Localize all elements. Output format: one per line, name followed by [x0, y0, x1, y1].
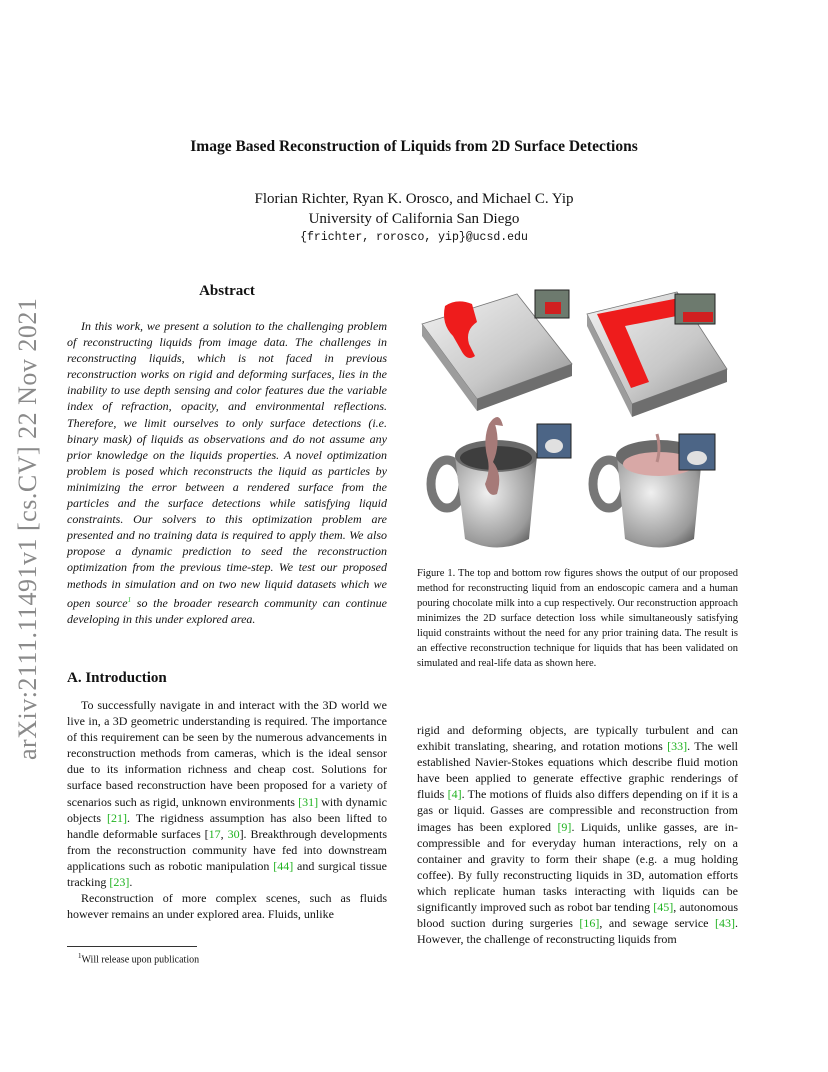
footnote-ref[interactable]: 1 [127, 595, 132, 604]
footnote-rule [67, 946, 197, 947]
abstract-body [67, 318, 387, 627]
intro-right-column [417, 722, 738, 947]
footnote-mark: 1 [78, 952, 82, 960]
section-heading: A. Introduction [67, 670, 167, 686]
footnote [78, 952, 199, 965]
citation[interactable]: [45] [653, 900, 674, 915]
arxiv-watermark: arXiv:2111.11491v1 [cs.CV] 22 Nov 2021 [13, 297, 42, 760]
citation[interactable]: [44] [273, 858, 294, 873]
author-block [0, 189, 828, 229]
citation[interactable]: [43] [715, 916, 735, 931]
figure-1 [417, 284, 738, 564]
citation[interactable]: [16] [579, 916, 600, 931]
figure-1-illustration [417, 284, 738, 564]
authors: Florian Richter, Ryan K. Orosco, and Michael C. Yip [254, 191, 574, 207]
abstract-text-1: In this work, we present a solution to the challenging problem of reconstructing liquids from image data. The challenges in reconstructing liquids, which is not faced in previous reconstruction works on rigid and deforming surfaces, lies in the inability to use depth sensing and color features due the variable index of refraction, opacity, and environmental reflections. Therefore, we limit ourselves to only surface detections (i.e. binary mask) of liquids as observations and do not assume any prior knowledge on the liquids properties. A novel optimization problem is posed which reconstructs the liquid as particles by minimizing the error between a rendered surface from the particles and the surface detections while satisfying liquid constraints. Our solvers to this optimization problem are presented and no training data is required to apply them. We also propose a dynamic prediction to seed the reconstruction optimization from the previous time-step. We test our proposed methods in simulation and on two new liquid datasets which we open source [67, 319, 387, 610]
figure-caption: Figure 1. The top and bottom row figures shows the output of our proposed method for reconstructing liquid from an endoscopic camera and a human pouring chocolate milk into a cup respectively. Our reconstruction approach minimizes the 2D surface detection loss while simultaneously satisfying liquid constraints without the need for any prior training data. The result is an effective reconstruction technique for liquids that has been validated on simulated and real-life data as shown here. [417, 568, 738, 669]
mug-left [431, 417, 537, 548]
footnote-text: Will release upon publication [81, 954, 200, 966]
email: {frichter, rorosco, yip}@ucsd.edu [300, 231, 528, 244]
citation[interactable]: [21] [106, 810, 127, 825]
abstract-heading: Abstract [199, 283, 255, 299]
affiliation: University of California San Diego [308, 211, 520, 227]
citation[interactable]: [33] [667, 739, 688, 754]
citation[interactable]: [9] [557, 819, 572, 834]
citation[interactable]: [4] [447, 787, 462, 802]
abstract-text-2: so the broader research community can continue developing in this under explored area. [67, 595, 388, 626]
citation[interactable]: 30 [227, 826, 240, 841]
paper-title: Image Based Reconstruction of Liquids from 2D Surface Detections [190, 138, 638, 155]
intro-right-paragraph: rigid and deforming objects, are typically turbulent and can exhibit translating, shearing, and rotation motions [33]. The well established Navier-Stokes equations which describe fluid motion have been applied to generate effective graphic renderings of fluids [4]. The motions of fluids also differs depending on if it is a gas or liquid. Gasses are compressible and reconstruction from images has been explored [9]. Liquids, unlike gasses, are in-compressible and for everyday human interactions, rely on a container and gravity to form their shape (e.g. a mug holding coffee). By fully reconstructing liquids in 3D, automation efforts which replicate human tasks interacting with liquids can be significantly improved such as robot bar tending [45], autonomous blood suction during surgeries [16], and sewage service [43]. However, the challenge of reconstructing liquids from [417, 723, 738, 947]
intro-left-column [67, 697, 387, 922]
citation[interactable]: [31] [298, 794, 319, 809]
citation[interactable]: 17 [208, 826, 221, 841]
intro-paragraph-1: To successfully navigate in and interact with the 3D world we live in, a 3D geometric understanding is required. The importance of this requirement can be seen by the numerous advancements in reconstruction methods from cameras, which is the ideal sensor due to its information richness and cheap cost. Solutions for surface based reconstruction have been proposed for a variety of scenarios such as rigid, unknown environments [31] with dynamic objects [21]. The rigidness assumption has also been lifted to handle deformable surfaces [17, 30]. Breakthrough developments from the reconstruction community have fed into downstream applications such as robotic manipulation [44] and surgical tissue tracking [23]. [67, 698, 387, 890]
citation[interactable]: [23] [109, 875, 130, 890]
intro-paragraph-2: Reconstruction of more complex scenes, such as fluids however remains an under explored area. Fluids, unlike [67, 891, 387, 922]
